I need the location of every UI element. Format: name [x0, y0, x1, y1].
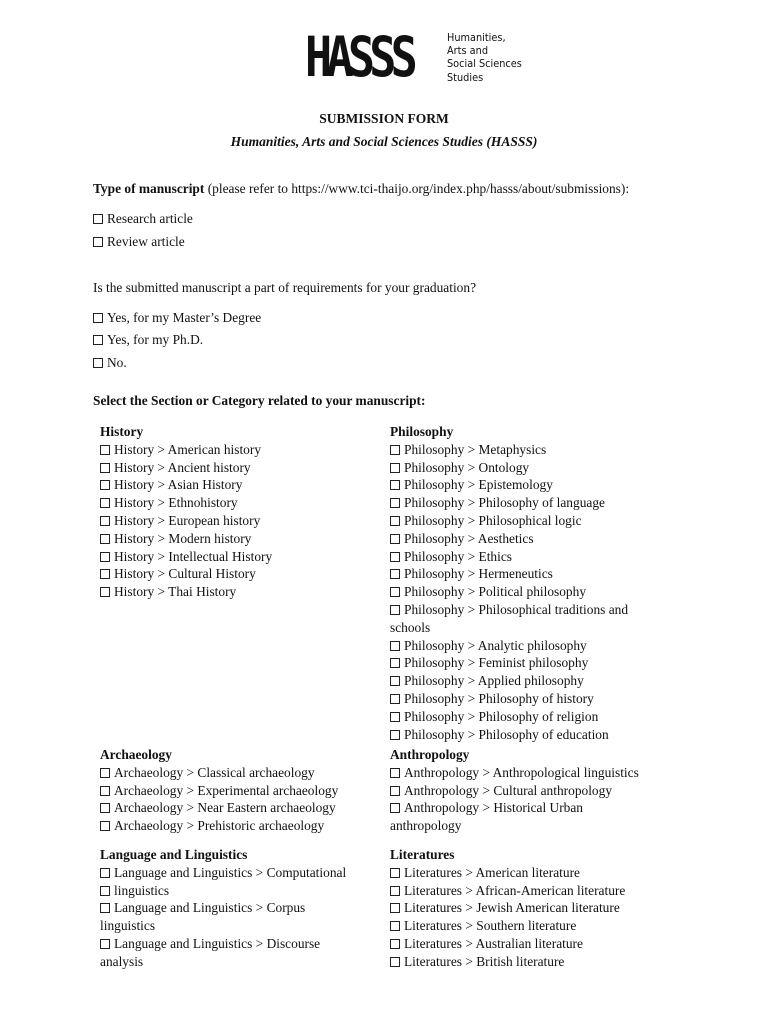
- checkbox[interactable]: [100, 587, 110, 597]
- checkbox-item[interactable]: Language and Linguistics > Computational: [100, 864, 372, 882]
- option-masters[interactable]: Yes, for my Master’s Degree: [93, 310, 261, 326]
- checkbox-item[interactable]: Philosophy > Feminist philosophy: [390, 654, 652, 672]
- checkbox-item[interactable]: History > Cultural History: [100, 565, 380, 583]
- checkbox-item[interactable]: Philosophy > Philosophy of language: [390, 494, 652, 512]
- checkbox-item[interactable]: History > Ancient history: [100, 459, 380, 477]
- checkbox[interactable]: [100, 569, 110, 579]
- checkbox[interactable]: [390, 803, 400, 813]
- checkbox-item[interactable]: Literatures > Southern literature: [390, 917, 652, 935]
- checkbox-item[interactable]: Philosophy > Epistemology: [390, 476, 652, 494]
- checkbox[interactable]: [390, 445, 400, 455]
- checkbox[interactable]: [390, 868, 400, 878]
- checkbox-item[interactable]: Philosophy > Aesthetics: [390, 530, 652, 548]
- checkbox-item[interactable]: Literatures > American literature: [390, 864, 652, 882]
- logo-text: Humanities, Arts and Social Sciences Studies: [447, 32, 522, 84]
- checkbox[interactable]: [93, 214, 103, 224]
- checkbox-item[interactable]: Literatures > British literature: [390, 953, 652, 971]
- checkbox-item[interactable]: History > European history: [100, 512, 380, 530]
- checkbox[interactable]: [100, 786, 110, 796]
- category-heading: History: [100, 424, 144, 439]
- checkbox[interactable]: [100, 498, 110, 508]
- checkbox-item[interactable]: Philosophy > Philosophical traditions and schools: [390, 601, 629, 635]
- checkbox-item[interactable]: Anthropology > Anthropological linguistics: [390, 764, 652, 782]
- category-anthropology: [390, 746, 652, 835]
- checkbox[interactable]: [390, 498, 400, 508]
- form-title: SUBMISSION FORM: [319, 111, 449, 126]
- checkbox-item[interactable]: Philosophy > Political philosophy: [390, 583, 652, 601]
- category-philosophy: [390, 423, 652, 743]
- checkbox-item[interactable]: linguistics: [100, 882, 372, 900]
- category-literatures: [390, 846, 652, 971]
- checkbox[interactable]: [390, 605, 400, 615]
- checkbox[interactable]: [390, 939, 400, 949]
- category-archaeology: [100, 746, 380, 835]
- checkbox[interactable]: [390, 730, 400, 740]
- option-review-article[interactable]: Review article: [93, 234, 185, 250]
- checkbox[interactable]: [390, 587, 400, 597]
- checkbox-item[interactable]: Philosophy > Analytic philosophy: [390, 637, 652, 655]
- checkbox[interactable]: [100, 886, 110, 896]
- form-subtitle: Humanities, Arts and Social Sciences Studies (HASSS): [230, 134, 538, 149]
- category-heading: Language and Linguistics: [100, 847, 248, 862]
- checkbox[interactable]: [100, 463, 110, 473]
- category-linguistics: [100, 846, 372, 971]
- checkbox[interactable]: [390, 641, 400, 651]
- checkbox[interactable]: [100, 768, 110, 778]
- checkbox[interactable]: [93, 313, 103, 323]
- checkbox[interactable]: [100, 803, 110, 813]
- checkbox[interactable]: [390, 886, 400, 896]
- checkbox[interactable]: [93, 335, 103, 345]
- manuscript-type-prompt: Type of manuscript (please refer to https://www.tci-thaijo.org/index.php/hasss/about/submissions):: [93, 181, 630, 196]
- section-prompt: Select the Section or Category related to your manuscript:: [93, 393, 426, 408]
- checkbox[interactable]: [93, 237, 103, 247]
- checkbox-item[interactable]: Philosophy > Philosophy of religion: [390, 708, 652, 726]
- checkbox-item[interactable]: Language and Linguistics > Discourse analysis: [100, 935, 321, 969]
- checkbox[interactable]: [390, 480, 400, 490]
- checkbox-item[interactable]: History > Intellectual History: [100, 548, 380, 566]
- option-phd[interactable]: Yes, for my Ph.D.: [93, 332, 203, 348]
- checkbox-item[interactable]: Anthropology > Historical Urban anthropology: [390, 800, 583, 834]
- checkbox-item[interactable]: History > Thai History: [100, 583, 380, 601]
- checkbox[interactable]: [390, 676, 400, 686]
- option-no[interactable]: No.: [93, 355, 127, 371]
- checkbox-item[interactable]: Archaeology > Near Eastern archaeology: [100, 799, 380, 817]
- checkbox[interactable]: [100, 516, 110, 526]
- checkbox-item[interactable]: Literatures > Jewish American literature: [390, 899, 652, 917]
- checkbox-item[interactable]: Philosophy > Philosophy of education: [390, 726, 652, 744]
- checkbox[interactable]: [390, 658, 400, 668]
- checkbox[interactable]: [93, 358, 103, 368]
- checkbox[interactable]: [100, 480, 110, 490]
- checkbox[interactable]: [390, 569, 400, 579]
- checkbox[interactable]: [100, 534, 110, 544]
- checkbox-item[interactable]: Anthropology > Cultural anthropology: [390, 782, 652, 800]
- checkbox-item[interactable]: Archaeology > Classical archaeology: [100, 764, 380, 782]
- graduation-question: Is the submitted manuscript a part of requirements for your graduation?: [93, 280, 477, 295]
- checkbox[interactable]: [390, 534, 400, 544]
- category-heading: Archaeology: [100, 747, 172, 762]
- checkbox-item[interactable]: History > American history: [100, 441, 380, 459]
- category-history: [100, 423, 380, 601]
- checkbox-item[interactable]: Literatures > Australian literature: [390, 935, 652, 953]
- checkbox[interactable]: [100, 552, 110, 562]
- checkbox-item[interactable]: Philosophy > Philosophical logic: [390, 512, 652, 530]
- checkbox-item[interactable]: Philosophy > Ontology: [390, 459, 652, 477]
- logo-mark: HASSS: [305, 25, 413, 89]
- checkbox[interactable]: [390, 463, 400, 473]
- checkbox-item[interactable]: Philosophy > Applied philosophy: [390, 672, 652, 690]
- checkbox-item[interactable]: History > Modern history: [100, 530, 380, 548]
- checkbox-item[interactable]: Literatures > African-American literature: [390, 882, 652, 900]
- category-heading: Anthropology: [390, 747, 470, 762]
- checkbox-item[interactable]: History > Asian History: [100, 476, 380, 494]
- checkbox[interactable]: [100, 445, 110, 455]
- checkbox-item[interactable]: Philosophy > Philosophy of history: [390, 690, 652, 708]
- checkbox-item[interactable]: Philosophy > Hermeneutics: [390, 565, 652, 583]
- category-heading: Philosophy: [390, 424, 454, 439]
- checkbox-item[interactable]: History > Ethnohistory: [100, 494, 380, 512]
- checkbox-item[interactable]: Language and Linguistics > Corpus linguistics: [100, 900, 306, 934]
- checkbox-item[interactable]: Archaeology > Prehistoric archaeology: [100, 817, 380, 835]
- checkbox-item[interactable]: Philosophy > Metaphysics: [390, 441, 652, 459]
- checkbox[interactable]: [390, 921, 400, 931]
- checkbox[interactable]: [390, 694, 400, 704]
- checkbox[interactable]: [390, 786, 400, 796]
- checkbox[interactable]: [390, 903, 400, 913]
- checkbox[interactable]: [100, 939, 110, 949]
- checkbox[interactable]: [390, 552, 400, 562]
- checkbox[interactable]: [100, 821, 110, 831]
- checkbox[interactable]: [390, 768, 400, 778]
- checkbox[interactable]: [100, 903, 110, 913]
- checkbox[interactable]: [390, 712, 400, 722]
- option-research-article[interactable]: Research article: [93, 211, 193, 227]
- checkbox-item[interactable]: Philosophy > Ethics: [390, 548, 652, 566]
- checkbox[interactable]: [100, 868, 110, 878]
- checkbox-item[interactable]: Archaeology > Experimental archaeology: [100, 782, 380, 800]
- checkbox[interactable]: [390, 957, 400, 967]
- checkbox[interactable]: [390, 516, 400, 526]
- category-heading: Literatures: [390, 847, 455, 862]
